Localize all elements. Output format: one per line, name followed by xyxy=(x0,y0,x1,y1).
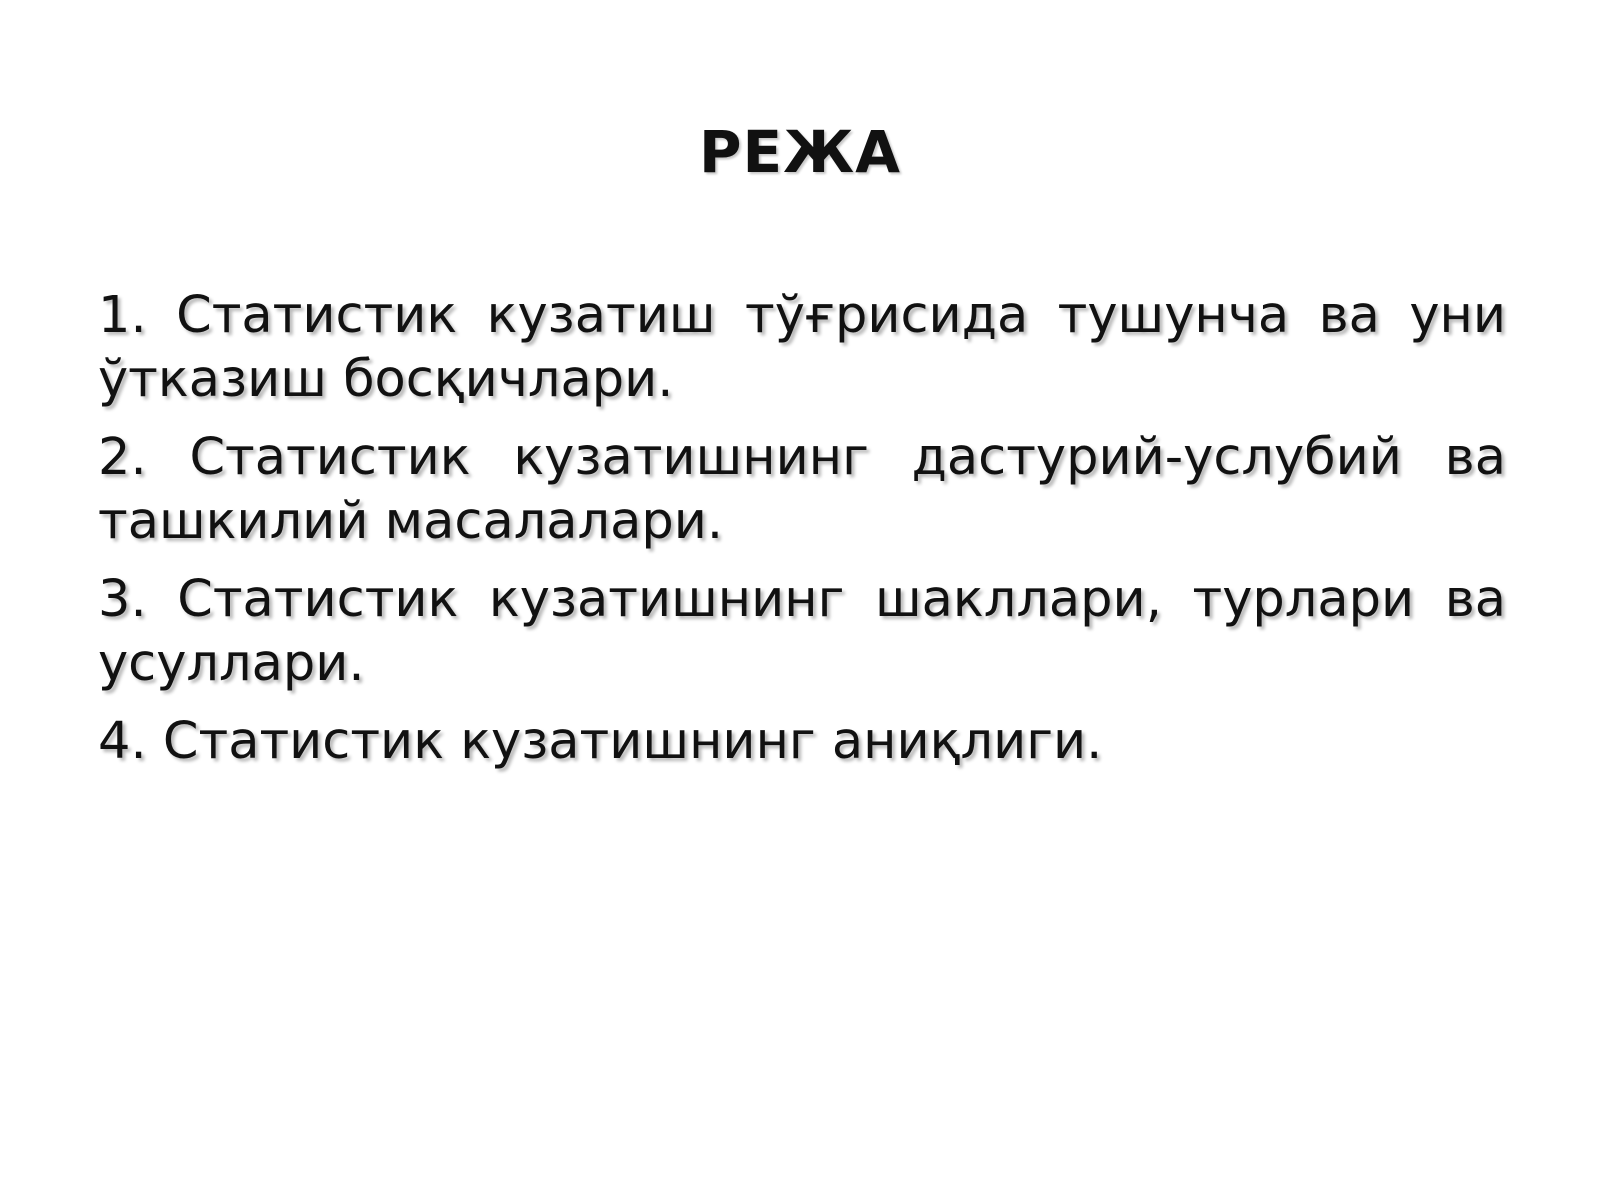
slide-title: РЕЖА xyxy=(698,118,901,186)
plan-list xyxy=(98,284,1506,788)
plan-item-1: 1. Статистик кузатиш тўғрисида тушунча ва уни ўтказиш босқичлари. xyxy=(98,286,1506,409)
plan-item-4: 4. Статистик кузатишнинг аниқлиги. xyxy=(98,712,1103,771)
plan-item-2: 2. Статистик кузатишнинг дастурий-услубий ва ташкилий масалалари. xyxy=(98,428,1506,551)
plan-item-3: 3. Статистик кузатишнинг шакллари, турлари ва усуллари. xyxy=(98,570,1506,693)
